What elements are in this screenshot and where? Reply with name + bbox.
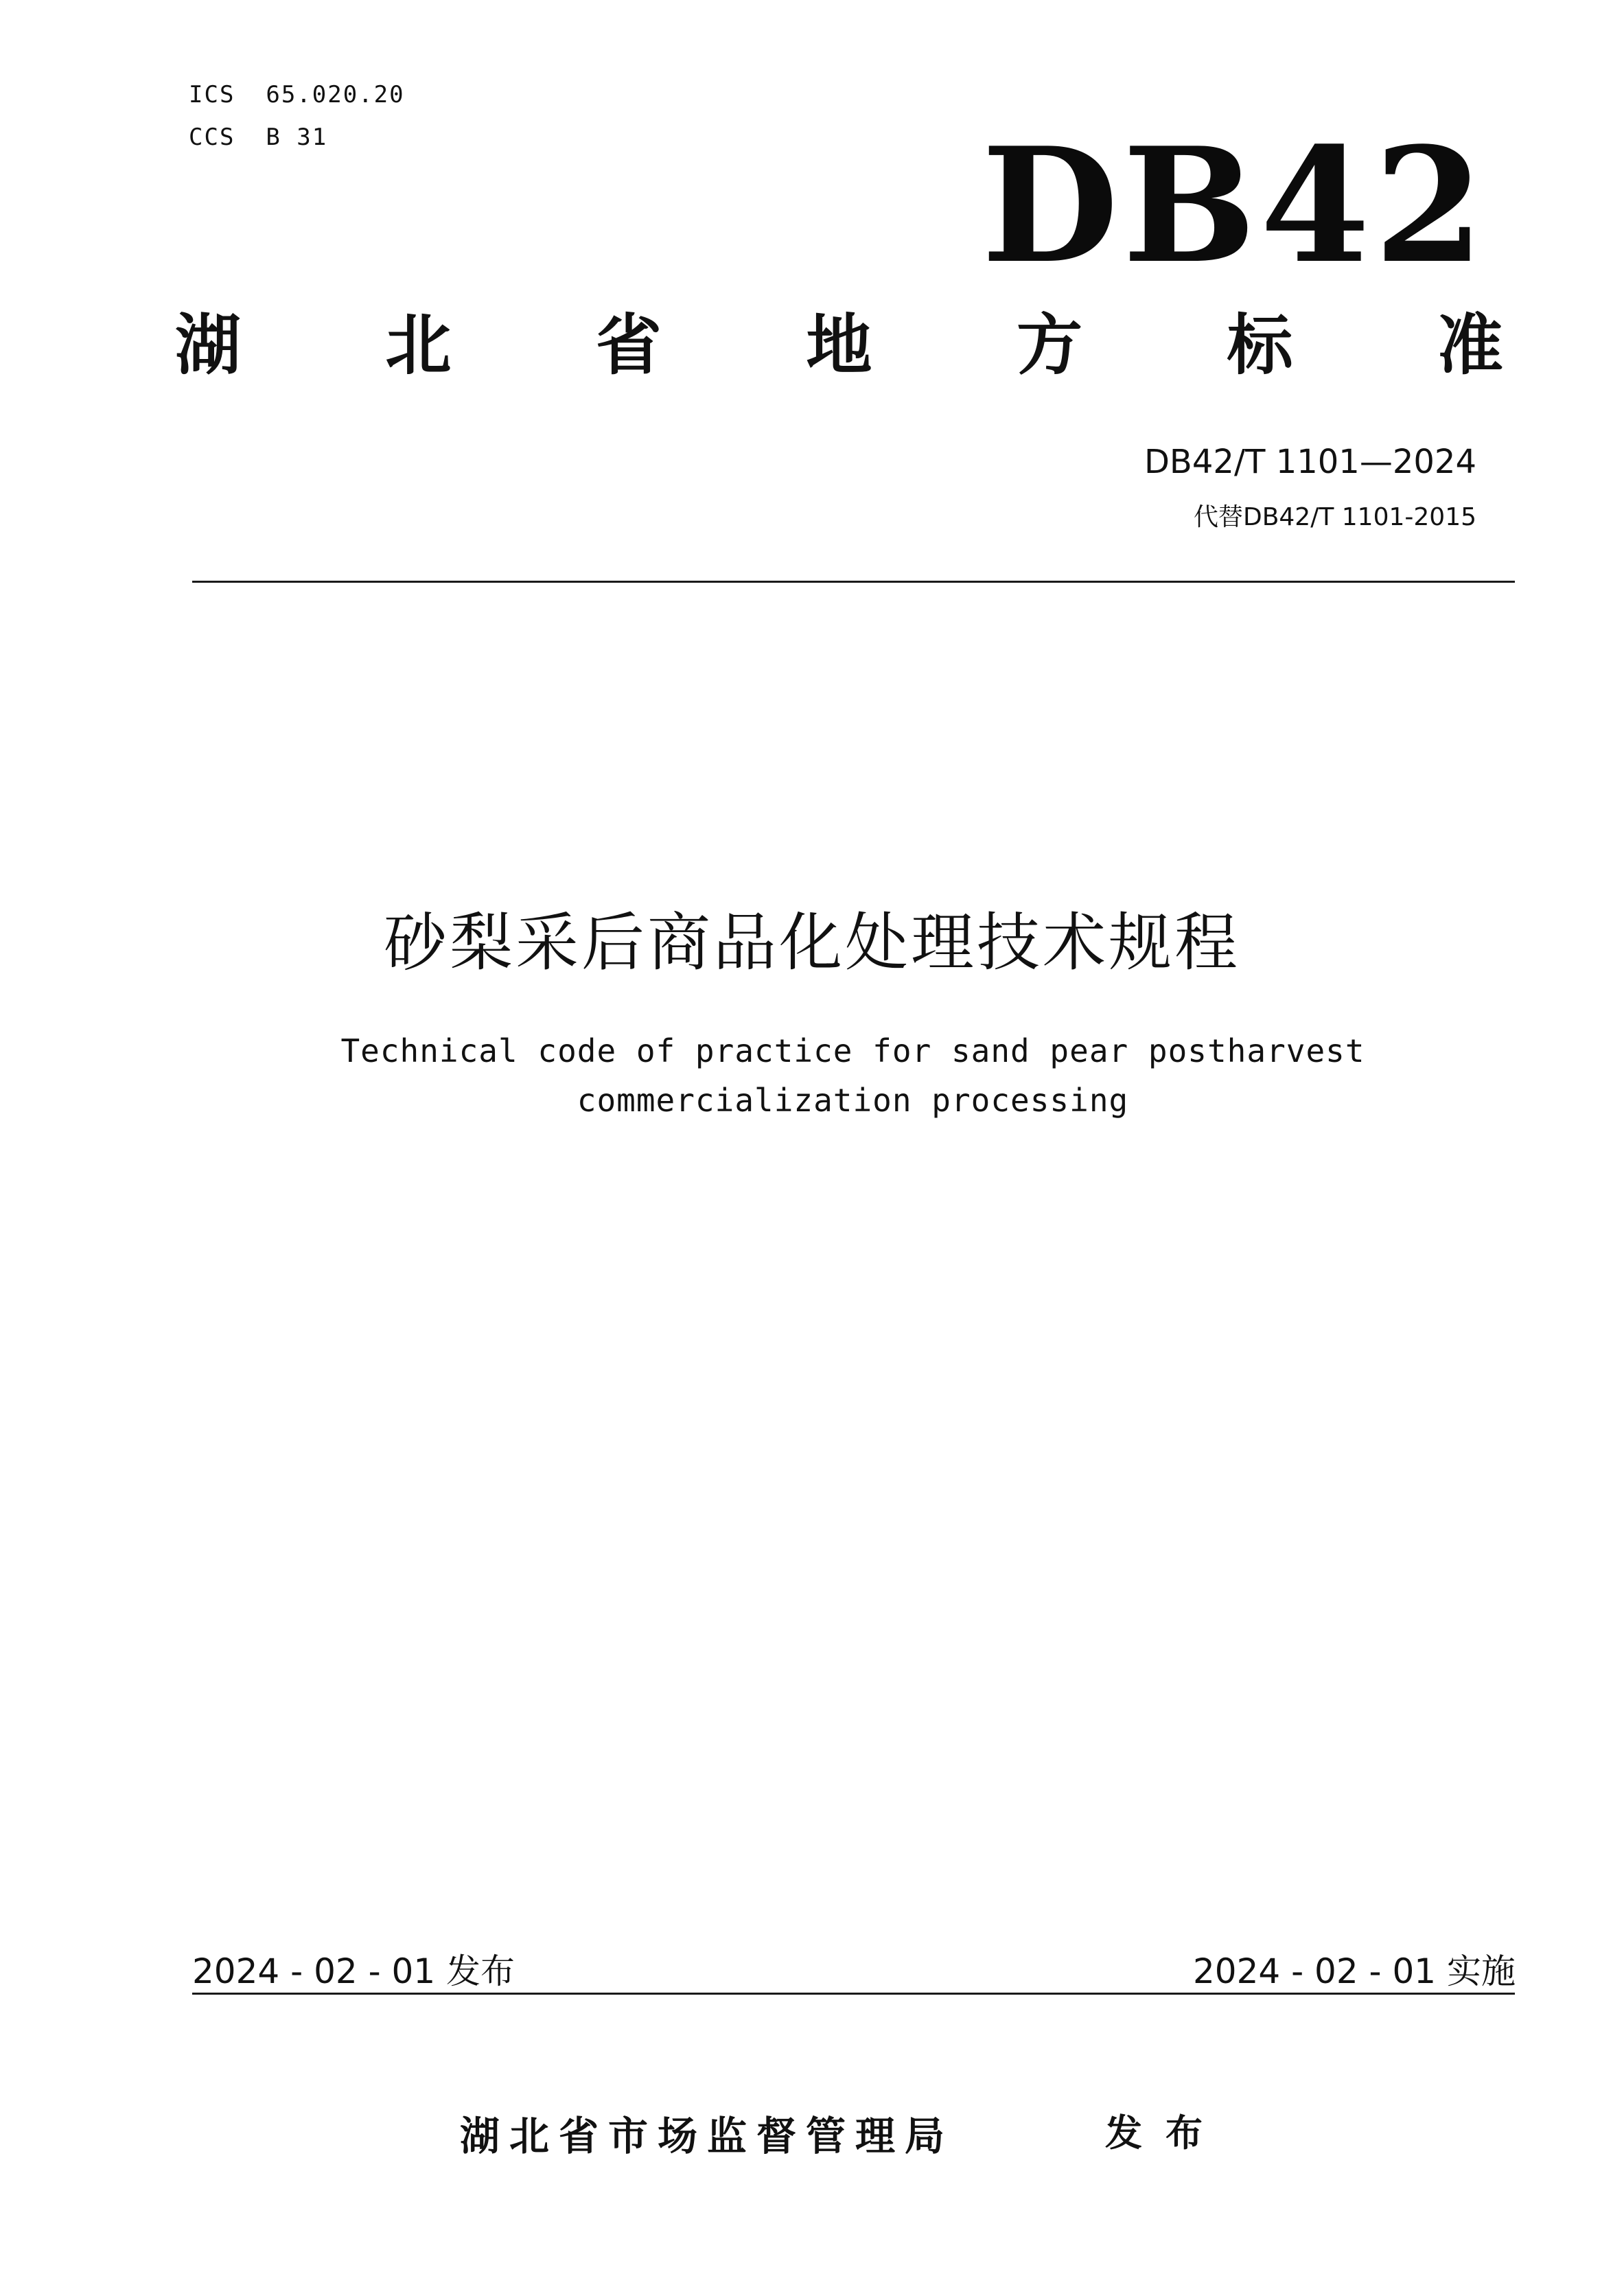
standard-logo: DB42: [982, 113, 1488, 299]
header-divider: [192, 581, 1515, 583]
issue-date: 2024 - 02 - 01 发布: [192, 1951, 515, 1991]
standard-type-char: 地: [806, 307, 872, 384]
ics-code: ICS 65.020.20: [189, 81, 405, 108]
standard-type-char: 省: [596, 307, 662, 384]
standard-type-char: 准: [1437, 307, 1503, 384]
footer-divider: [192, 1993, 1515, 1995]
standard-type-char: 湖: [175, 307, 241, 384]
document-title-en: Technical code of practice for sand pear postharvest commercialization processing: [340, 1032, 1365, 1119]
standard-number: DB42/T 1101—2024: [1144, 443, 1476, 481]
replaces-standard: 代替DB42/T 1101-2015: [1193, 503, 1476, 531]
standard-type-char: 标: [1227, 307, 1293, 384]
issuing-authority: 湖北省市场监督管理局: [460, 2113, 955, 2159]
issuing-action: 发布: [1105, 2111, 1226, 2155]
standard-type-char: 方: [1017, 307, 1082, 384]
standard-type-char: 北: [385, 307, 452, 384]
ccs-code: CCS B 31: [189, 124, 328, 151]
implementation-date: 2024 - 02 - 01 实施: [1192, 1951, 1516, 1991]
standard-type-heading: [175, 307, 1503, 384]
document-title-cn: 砂梨采后商品化处理技术规程: [383, 906, 1240, 979]
